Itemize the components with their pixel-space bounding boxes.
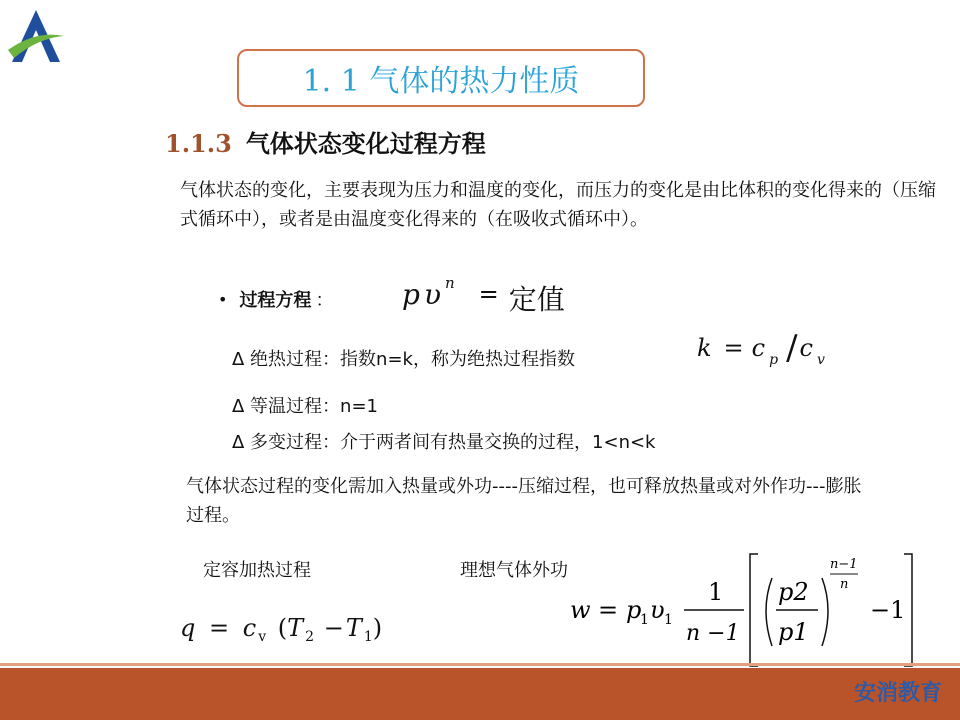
w-equals: = — [598, 596, 619, 624]
label-constant-volume: 定容加热过程 — [203, 560, 311, 581]
process-polytropic: Δ 多变过程：介于两者间有热量交换的过程，1<n<k — [232, 432, 656, 453]
q-T1: T — [345, 614, 362, 642]
k-slash: / — [786, 328, 798, 368]
q-c: c — [242, 614, 257, 642]
eq-p: p — [402, 278, 420, 311]
eq-value: 定值 — [508, 283, 565, 316]
logo-icon — [6, 6, 66, 66]
w-v1-sub: 1 — [664, 612, 673, 628]
w-exp-den: n — [840, 577, 849, 592]
k-equals: = — [723, 334, 744, 362]
q-lparen: ( — [277, 614, 288, 642]
q-formula — [180, 614, 382, 645]
eq-v: υ — [423, 278, 441, 311]
w-formula — [560, 548, 930, 672]
eq-equals: = — [478, 280, 499, 308]
title-box — [237, 49, 645, 107]
w-den2: p1 — [778, 618, 809, 646]
label-ideal-gas-work: 理想气体外功 — [460, 560, 568, 581]
w-exp-num: n−1 — [830, 557, 858, 572]
q-minus: − — [323, 614, 344, 642]
w-num2: p2 — [778, 578, 809, 606]
k-symbol: k — [697, 334, 712, 362]
w-p1: p — [626, 596, 642, 624]
w-v1: υ — [650, 596, 665, 624]
bottom-accent-line — [0, 663, 960, 666]
page-title: 1. 1 气体的热力性质 — [302, 64, 580, 99]
q-T2-sub: 2 — [305, 629, 315, 645]
bullet-colon: ： — [315, 290, 334, 311]
bullet-dot-icon: • — [218, 289, 228, 309]
q-T2: T — [287, 614, 304, 642]
section-number: 1.1.3 — [165, 129, 232, 158]
k-sub-v: v — [817, 352, 825, 368]
bullet-process-equation — [218, 286, 333, 312]
process-equation — [402, 274, 565, 318]
q-equals: = — [209, 614, 230, 642]
q-c-sub: v — [258, 629, 267, 645]
section-title: 气体状态变化过程方程 — [245, 130, 486, 158]
bottom-bar — [0, 668, 960, 720]
w-left-bracket — [750, 554, 758, 666]
w-symbol: w — [570, 596, 591, 624]
q-rparen: ) — [372, 614, 383, 642]
process-adiabatic: Δ 绝热过程：指数n=k，称为绝热过程指数 — [232, 349, 575, 370]
w-left-paren — [766, 578, 772, 646]
section-heading — [165, 124, 486, 159]
w-minus-one: −1 — [870, 596, 906, 624]
paragraph-process-change: 气体状态过程的变化需加入热量或外功----压缩过程，也可释放热量或对外作功---膨胀过程。 — [186, 476, 862, 526]
w-p1-sub: 1 — [640, 612, 649, 628]
q-T1-sub: 1 — [363, 629, 373, 645]
k-formula — [697, 328, 825, 368]
k-c2: c — [799, 334, 813, 362]
process-isothermal: Δ 等温过程：n=1 — [232, 396, 378, 417]
k-sub-p: p — [769, 352, 779, 368]
q-symbol: q — [180, 614, 196, 642]
paragraph-intro: 气体状态的变化，主要表现为压力和温度的变化，而压力的变化是由比体积的变化得来的（压缩式循环中），或者是由温度变化得来的（在吸收式循环中）。 — [180, 180, 936, 230]
brand-text: 安消教育 — [853, 681, 942, 706]
w-den1: n −1 — [686, 621, 740, 646]
eq-exponent: n — [444, 274, 455, 292]
w-right-paren — [822, 578, 828, 646]
k-c1: c — [751, 334, 766, 362]
w-num1: 1 — [708, 578, 724, 606]
bullet-label: 过程方程 — [239, 290, 312, 311]
